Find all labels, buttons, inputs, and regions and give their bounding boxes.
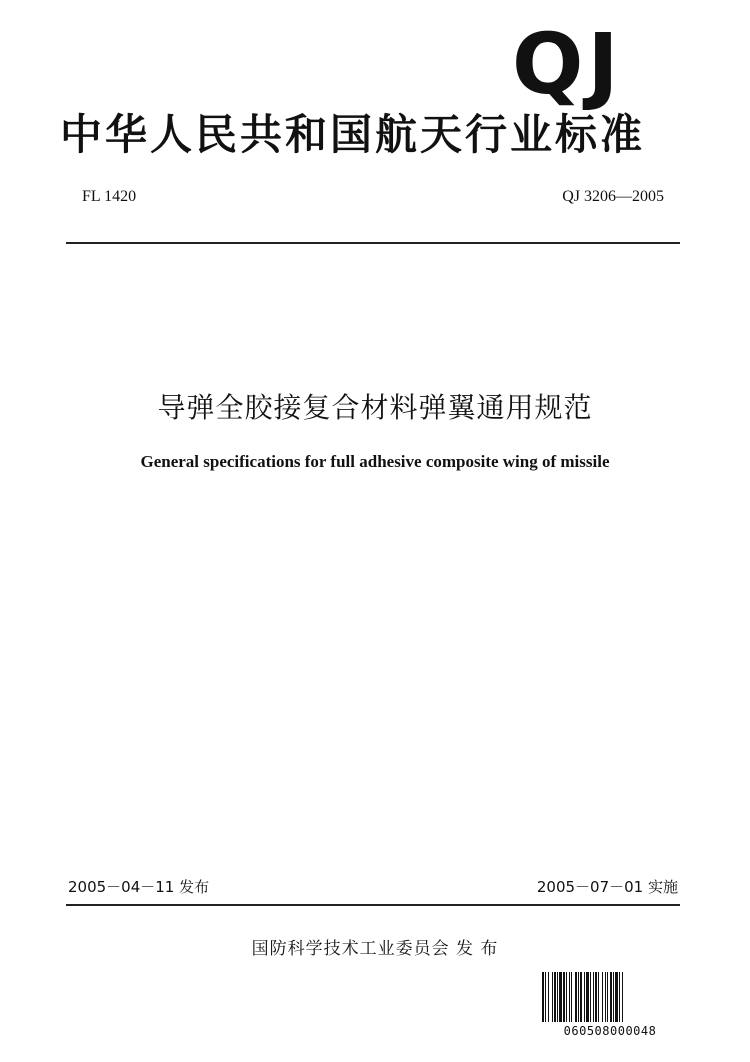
- standard-number: QJ 3206—2005: [562, 188, 664, 205]
- barcode-number: 060508000048: [563, 1024, 657, 1038]
- document-title-chinese: 导弹全胶接复合材料弹翼通用规范: [157, 391, 593, 424]
- bottom-divider: [66, 904, 680, 906]
- industry-standard-title: 中华人民共和国航天行业标准: [60, 110, 646, 159]
- issue-date: 2005－04－11 发布: [68, 878, 210, 896]
- top-divider: [66, 242, 680, 244]
- barcode: [542, 972, 678, 1022]
- implementation-date: 2005－07－01 实施: [536, 878, 678, 896]
- classification-code: FL 1420: [82, 188, 137, 205]
- qj-logo: QJ: [512, 15, 623, 113]
- document-title-english: General specifications for full adhesive composite wing of missile: [140, 452, 610, 471]
- publisher: 国防科学技术工业委员会 发 布: [251, 939, 499, 959]
